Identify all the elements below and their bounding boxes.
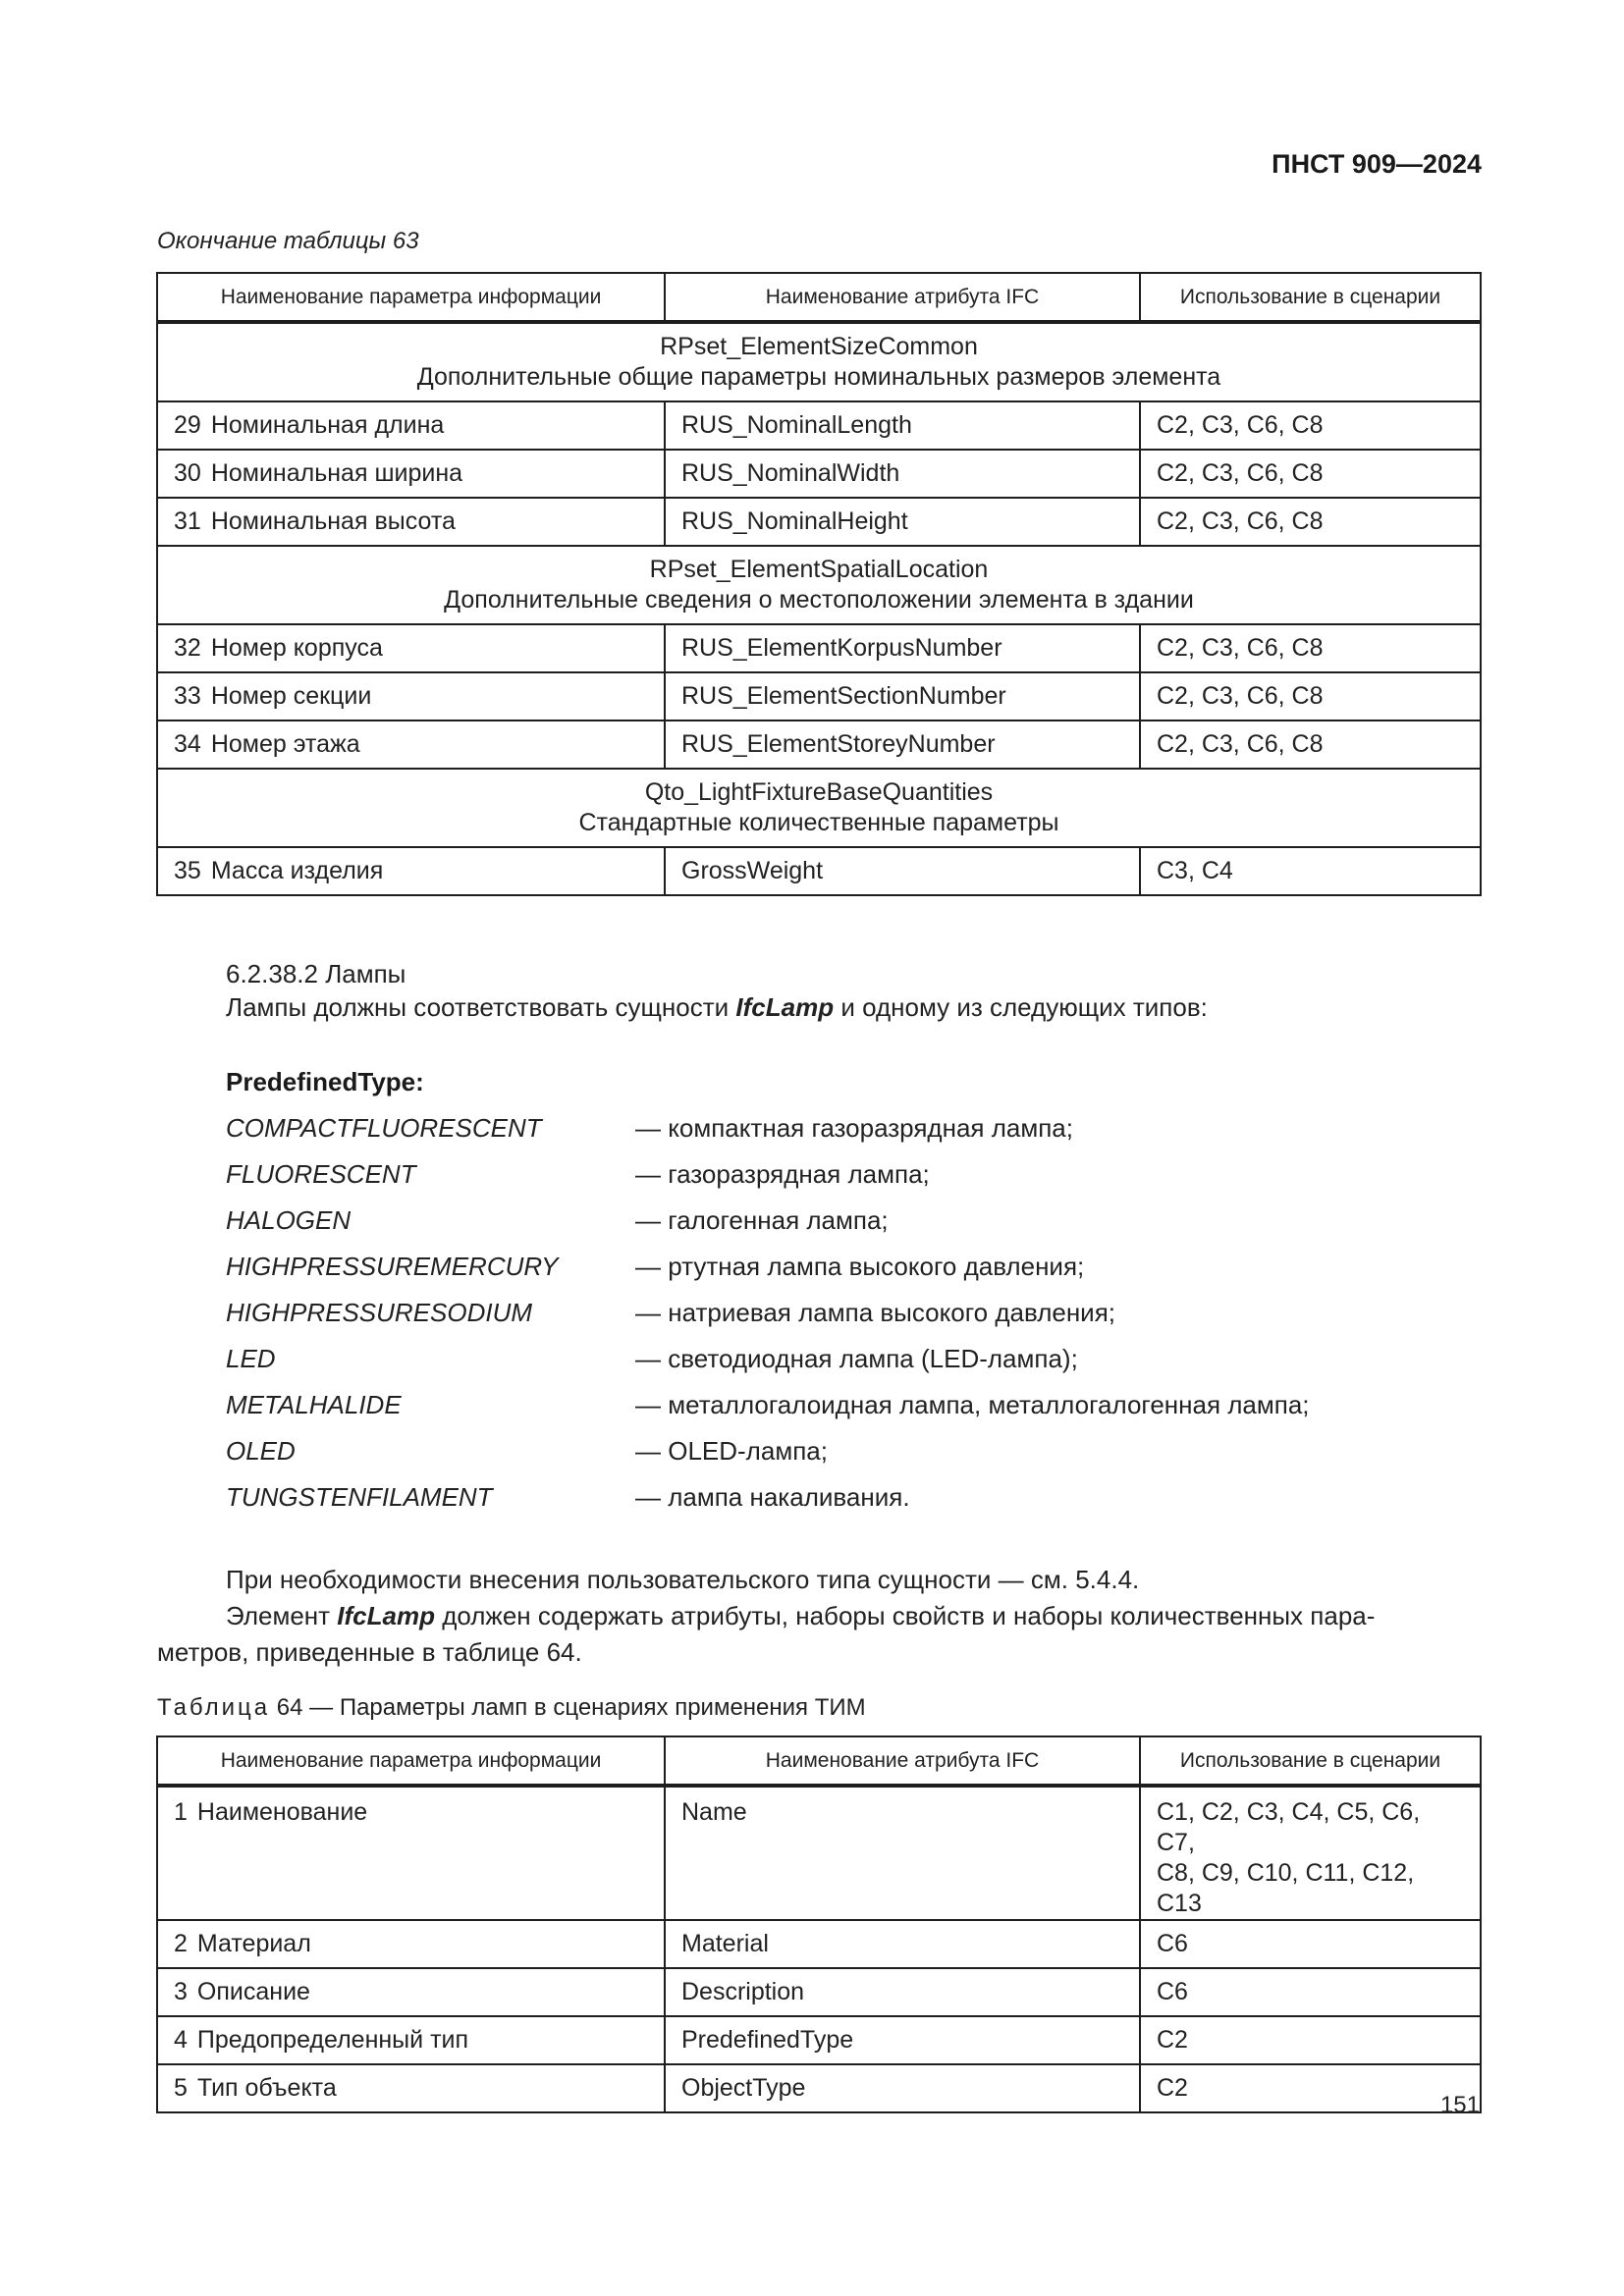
para-text-before: Элемент <box>226 1601 338 1630</box>
attr-cell: RUS_NominalLength <box>665 401 1140 450</box>
usage-cell: C2, C3, C6, C8 <box>1140 401 1481 450</box>
param-cell <box>157 1968 665 2016</box>
param-cell <box>157 450 665 498</box>
group-row <box>157 769 1481 847</box>
table-header-row <box>157 1736 1481 1786</box>
intro-entity: IfcLamp <box>735 992 835 1022</box>
row-number: 34 <box>174 730 201 758</box>
param-name: Предопределенный тип <box>196 2026 469 2054</box>
param-name: Тип объекта <box>196 2074 337 2102</box>
usage-cell: C2, C3, C6, C8 <box>1140 498 1481 546</box>
table-row <box>157 847 1481 895</box>
type-name: TUNGSTENFILAMENT <box>226 1482 493 1512</box>
row-number: 30 <box>174 459 201 487</box>
column-header: Использование в сценарии <box>1140 1736 1481 1786</box>
param-cell <box>157 721 665 769</box>
custom-type-paragraph: При необходимости внесения пользовательского типа сущности — см. 5.4.4. <box>226 1565 1140 1594</box>
param-cell <box>157 1920 665 1968</box>
usage-line: C8, C9, C10, C11, C12, C13 <box>1157 1859 1415 1917</box>
attr-cell: RUS_ElementStoreyNumber <box>665 721 1140 769</box>
usage-cell: C2, C3, C6, C8 <box>1140 450 1481 498</box>
type-desc: — металлогалоидная лампа, металлогалогенная лампа; <box>635 1390 1310 1419</box>
attr-cell: RUS_NominalWidth <box>665 450 1140 498</box>
group-row <box>157 546 1481 624</box>
usage-line: C1, C2, C3, C4, C5, C6, C7, <box>1157 1798 1421 1856</box>
group-cell <box>157 546 1481 624</box>
param-cell <box>157 672 665 721</box>
param-cell <box>157 2064 665 2112</box>
type-name: HIGHPRESSUREMERCURY <box>226 1252 559 1281</box>
group-title: RPset_ElementSpatialLocation <box>649 556 989 583</box>
type-desc: — компактная газоразрядная лампа; <box>635 1113 1073 1143</box>
usage-cell: C3, C4 <box>1140 847 1481 895</box>
table-row <box>157 1968 1481 2016</box>
group-subtitle: Дополнительные сведения о местоположении элемента в здании <box>444 586 1194 614</box>
group-cell <box>157 769 1481 847</box>
param-name: Наименование <box>196 1798 368 1826</box>
type-name: HALOGEN <box>226 1205 352 1235</box>
row-number: 31 <box>174 507 201 535</box>
type-desc: — ртутная лампа высокого давления; <box>635 1252 1085 1281</box>
type-desc: — газоразрядная лампа; <box>635 1159 930 1189</box>
para-entity: IfcLamp <box>337 1601 435 1630</box>
row-number: 5 <box>174 2074 188 2102</box>
intro-text-after: и одному из следующих типов: <box>834 992 1208 1022</box>
table-header-row <box>157 273 1481 322</box>
param-name: Номер корпуса <box>210 634 383 662</box>
table-row <box>157 1786 1481 1920</box>
document-code: ПНСТ 909—2024 <box>1272 149 1482 179</box>
group-title: RPset_ElementSizeCommon <box>660 333 978 360</box>
row-number: 2 <box>174 1930 188 1957</box>
attr-cell: Description <box>665 1968 1140 2016</box>
table-row <box>157 498 1481 546</box>
row-number: 32 <box>174 634 201 662</box>
usage-cell: C2, C3, C6, C8 <box>1140 721 1481 769</box>
attr-cell: ObjectType <box>665 2064 1140 2112</box>
param-name: Описание <box>196 1978 310 2005</box>
usage-cell: C2, C3, C6, C8 <box>1140 624 1481 672</box>
predefined-type-label: PredefinedType: <box>226 1067 424 1096</box>
column-header: Наименование атрибута IFC <box>665 1736 1140 1786</box>
type-desc: — лампа накаливания. <box>635 1482 910 1512</box>
param-name: Номер этажа <box>210 730 360 758</box>
type-name: HIGHPRESSURESODIUM <box>226 1298 533 1327</box>
usage-cell: C2, C3, C6, C8 <box>1140 672 1481 721</box>
table-row <box>157 624 1481 672</box>
table-row <box>157 401 1481 450</box>
section-intro <box>226 992 1208 1023</box>
table-row <box>157 721 1481 769</box>
type-name: COMPACTFLUORESCENT <box>226 1113 542 1143</box>
table-64 <box>156 1735 1482 2113</box>
type-name: FLUORESCENT <box>226 1159 416 1189</box>
row-number: 3 <box>174 1978 188 2005</box>
row-number: 33 <box>174 682 201 710</box>
type-name: OLED <box>226 1436 296 1466</box>
intro-text-before: Лампы должны соответствовать сущности <box>226 992 736 1022</box>
elements-paragraph-line2: метров, приведенные в таблице 64. <box>157 1637 582 1667</box>
param-cell <box>157 2016 665 2064</box>
table-row <box>157 2064 1481 2112</box>
type-desc: — галогенная лампа; <box>635 1205 889 1235</box>
type-desc: — натриевая лампа высокого давления; <box>635 1298 1116 1327</box>
param-name: Номинальная высота <box>210 507 456 535</box>
type-name: METALHALIDE <box>226 1390 402 1419</box>
table-row <box>157 1920 1481 1968</box>
group-subtitle: Дополнительные общие параметры номинальных размеров элемента <box>416 363 1221 391</box>
param-name: Номер секции <box>210 682 372 710</box>
param-cell <box>157 847 665 895</box>
attr-cell: Material <box>665 1920 1140 1968</box>
attr-cell: RUS_ElementSectionNumber <box>665 672 1140 721</box>
usage-cell: C2 <box>1140 2064 1481 2112</box>
attr-cell: Name <box>665 1786 1140 1920</box>
attr-cell: RUS_ElementKorpusNumber <box>665 624 1140 672</box>
column-header: Использование в сценарии <box>1140 273 1481 322</box>
table-row <box>157 672 1481 721</box>
attr-cell: GrossWeight <box>665 847 1140 895</box>
type-desc: — OLED-лампа; <box>635 1436 828 1466</box>
param-name: Масса изделия <box>210 857 384 884</box>
attr-cell: RUS_NominalHeight <box>665 498 1140 546</box>
table-caption-text: 64 — Параметры ламп в сценариях применения ТИМ <box>276 1694 866 1721</box>
row-number: 4 <box>174 2026 188 2054</box>
usage-cell: C6 <box>1140 1968 1481 2016</box>
param-name: Номинальная длина <box>210 411 445 439</box>
group-row <box>157 322 1481 401</box>
column-header: Наименование параметра информации <box>157 273 665 322</box>
section-heading: 6.2.38.2 Лампы <box>226 959 406 988</box>
param-cell <box>157 1786 665 1920</box>
type-desc: — светодиодная лампа (LED-лампа); <box>635 1344 1078 1373</box>
table-label: Таблица <box>157 1694 271 1721</box>
row-number: 29 <box>174 411 201 439</box>
elements-paragraph-line1 <box>226 1598 1375 1634</box>
table64-caption <box>157 1694 866 1722</box>
row-number: 1 <box>174 1798 188 1826</box>
row-number: 35 <box>174 857 201 884</box>
group-title: Qto_LightFixtureBaseQuantities <box>644 778 994 806</box>
group-cell <box>157 322 1481 401</box>
usage-cell: C6 <box>1140 1920 1481 1968</box>
table-row <box>157 2016 1481 2064</box>
param-name: Материал <box>196 1930 311 1957</box>
param-name: Номинальная ширина <box>210 459 463 487</box>
attr-cell: PredefinedType <box>665 2016 1140 2064</box>
table63-caption: Окончание таблицы 63 <box>157 228 419 254</box>
table-63 <box>156 272 1482 896</box>
para-text-after: должен содержать атрибуты, наборы свойств и наборы количественных пара- <box>434 1601 1376 1630</box>
param-cell <box>157 401 665 450</box>
param-cell <box>157 498 665 546</box>
page-number: 151 <box>1439 2092 1480 2118</box>
table-row <box>157 450 1481 498</box>
type-name: LED <box>226 1344 276 1373</box>
group-subtitle: Стандартные количественные параметры <box>578 809 1059 836</box>
usage-cell: C2 <box>1140 2016 1481 2064</box>
param-cell <box>157 624 665 672</box>
column-header: Наименование параметра информации <box>157 1736 665 1786</box>
usage-cell <box>1140 1786 1481 1920</box>
column-header: Наименование атрибута IFC <box>665 273 1140 322</box>
